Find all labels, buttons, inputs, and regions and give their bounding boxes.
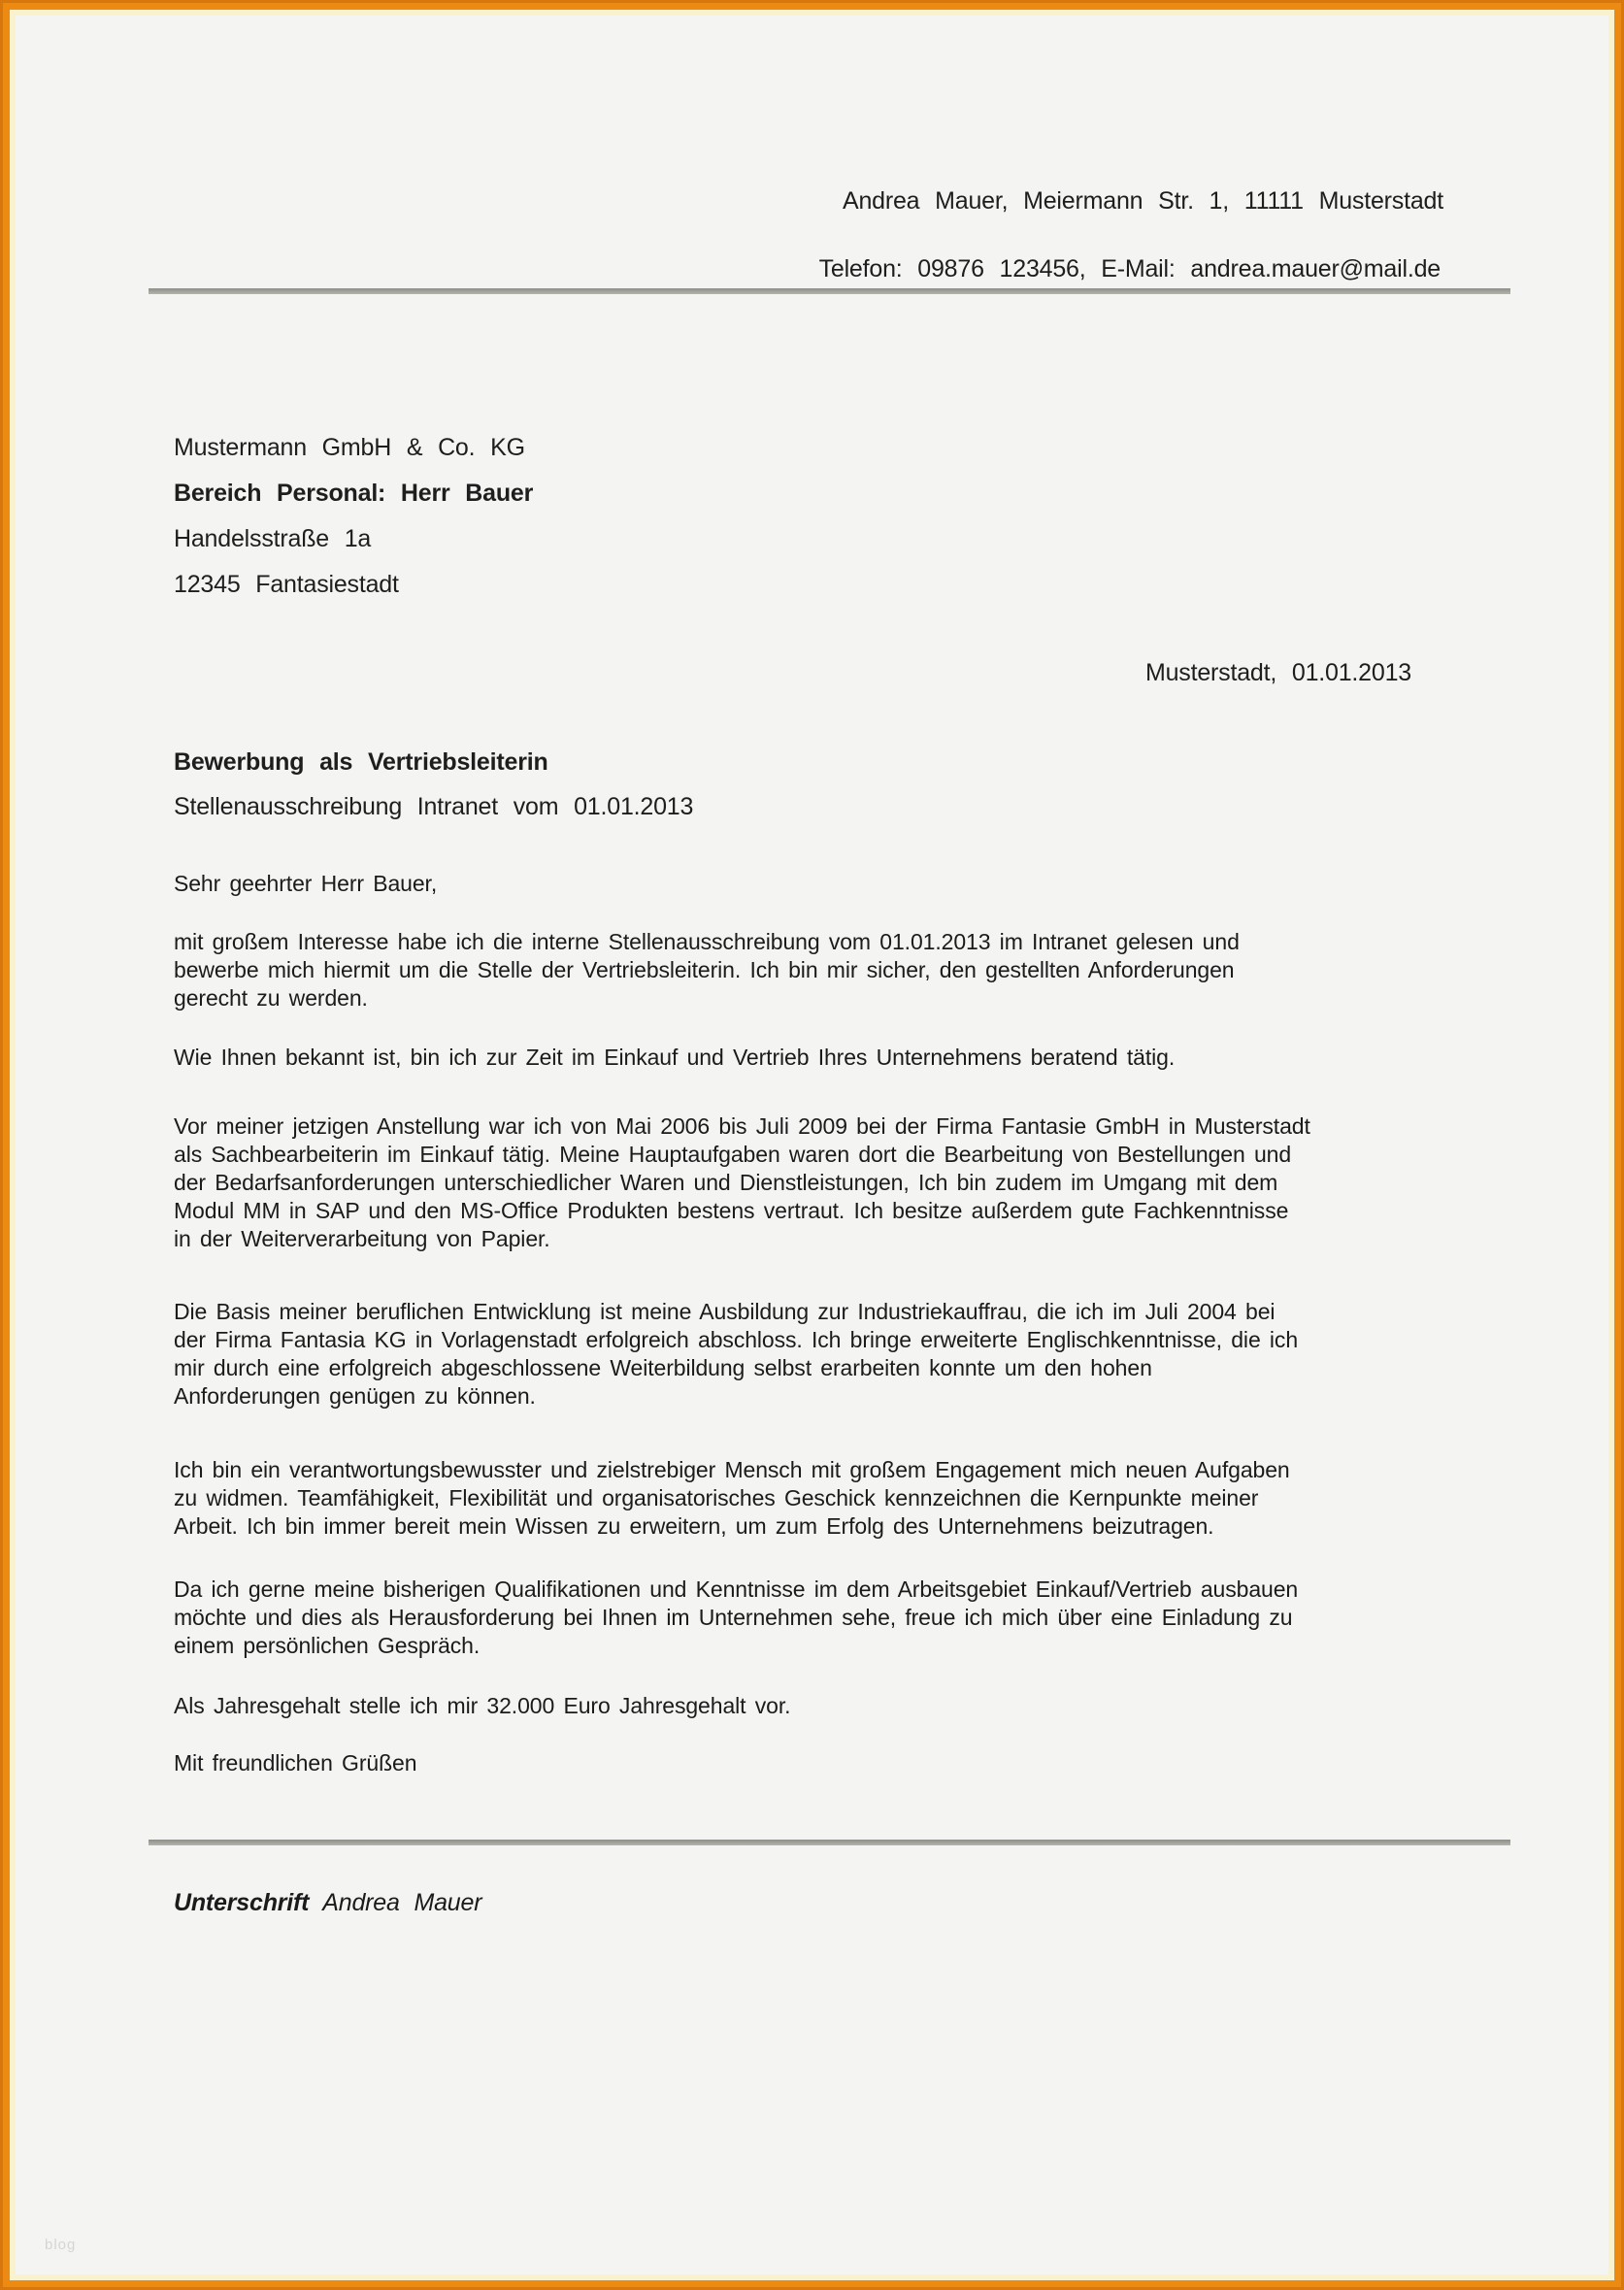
recipient-street: Handelsstraße 1a [174, 525, 372, 552]
recipient-department: Bereich Personal: Herr Bauer [174, 480, 534, 507]
paragraph-personal-qualities [174, 1456, 1523, 1541]
text-line: der Firma Fantasia KG in Vorlagenstadt erfolgreich abschloss. Ich bringe erweiterte Englischkenntnisse, die ich [174, 1327, 1299, 1352]
text-line: mir durch eine erfolgreich abgeschlossene Weiterbildung selbst erarbeiten konnte um den hohen [174, 1355, 1152, 1380]
signature-name: Andrea Mauer [322, 1889, 482, 1916]
salutation: Sehr geehrter Herr Bauer, [174, 871, 438, 896]
text-line: der Bedarfsanforderungen unterschiedlicher Waren und Dienstleistungen, Ich bin zudem im Umgang mit dem [174, 1170, 1278, 1195]
text-line: Vor meiner jetzigen Anstellung war ich von Mai 2006 bis Juli 2009 bei der Firma Fantasie GmbH in Musterstadt [174, 1113, 1310, 1139]
text-line: bewerbe mich hiermit um die Stelle der Vertriebsleiterin. Ich bin mir sicher, den gestellten Anforderungen [174, 957, 1235, 982]
subject-title: Bewerbung als Vertriebsleiterin [174, 748, 548, 776]
text-line: zu widmen. Teamfähigkeit, Flexibilität und organisatorisches Geschick kennzeichnen die Kernpunkte meiner [174, 1485, 1259, 1510]
paragraph-invitation [174, 1576, 1523, 1660]
closing-line: Mit freundlichen Grüßen [174, 1750, 417, 1776]
signature-label: Unterschrift [174, 1889, 310, 1916]
text-line: Anforderungen genügen zu können. [174, 1383, 536, 1409]
text-line: gerecht zu werden. [174, 985, 368, 1011]
sender-contact-line: Telefon: 09876 123456, E-Mail: andrea.mauer@mail.de [818, 255, 1441, 282]
text-line: Wie Ihnen bekannt ist, bin ich zur Zeit im Einkauf und Vertrieb Ihres Unternehmens beratend tätig. [174, 1045, 1176, 1070]
text-line: mit großem Interesse habe ich die interne Stellenausschreibung vom 01.01.2013 im Intranet gelesen und [174, 929, 1240, 954]
paragraph-intro [174, 928, 1523, 1012]
text-line: als Sachbearbeiterin im Einkauf tätig. Meine Hauptaufgaben waren dort die Bearbeitung von Bestellungen und [174, 1142, 1292, 1167]
salary-expectation-line: Als Jahresgehalt stelle ich mir 32.000 Euro Jahresgehalt vor. [174, 1693, 791, 1718]
text-line: Arbeit. Ich bin immer bereit mein Wissen zu erweitern, um zum Erfolg des Unternehmens beizutragen. [174, 1513, 1214, 1539]
text-line: in der Weiterverarbeitung von Papier. [174, 1226, 550, 1251]
recipient-city: 12345 Fantasiestadt [174, 571, 399, 598]
letter-page [10, 10, 1614, 2280]
recipient-address-block [174, 433, 533, 615]
sender-address-line: Andrea Mauer, Meiermann Str. 1, 11111 Musterstadt [842, 187, 1443, 215]
subject-reference: Stellenausschreibung Intranet vom 01.01.2013 [174, 793, 694, 820]
signature-line [174, 1889, 481, 1917]
paragraph-current-role [174, 1044, 1523, 1072]
text-line: Modul MM in SAP und den MS-Office Produkten bestens vertraut. Ich besitze außerdem gute Fachkenntnisse [174, 1198, 1289, 1223]
paragraph-previous-employment [174, 1112, 1523, 1253]
recipient-company: Mustermann GmbH & Co. KG [174, 434, 525, 461]
date-line: Musterstadt, 01.01.2013 [1144, 659, 1411, 686]
signature-divider [149, 1840, 1510, 1845]
text-line: einem persönlichen Gespräch. [174, 1633, 481, 1658]
text-line: Da ich gerne meine bisherigen Qualifikationen und Kenntnisse im dem Arbeitsgebiet Einkauf/Vertrieb ausbauen [174, 1576, 1299, 1602]
text-line: Ich bin ein verantwortungsbewusster und zielstrebiger Mensch mit großem Engagement mich neuen Aufgaben [174, 1457, 1290, 1482]
text-line: Die Basis meiner beruflichen Entwicklung ist meine Ausbildung zur Industriekauffrau, die ich im Juli 2004 bei [174, 1299, 1276, 1324]
header-divider [149, 288, 1510, 294]
text-line: möchte und dies als Herausforderung bei Ihnen im Unternehmen sehe, freue ich mich über eine Einladung zu [174, 1605, 1293, 1630]
paragraph-education [174, 1298, 1523, 1411]
watermark-text: blog [45, 2237, 77, 2253]
